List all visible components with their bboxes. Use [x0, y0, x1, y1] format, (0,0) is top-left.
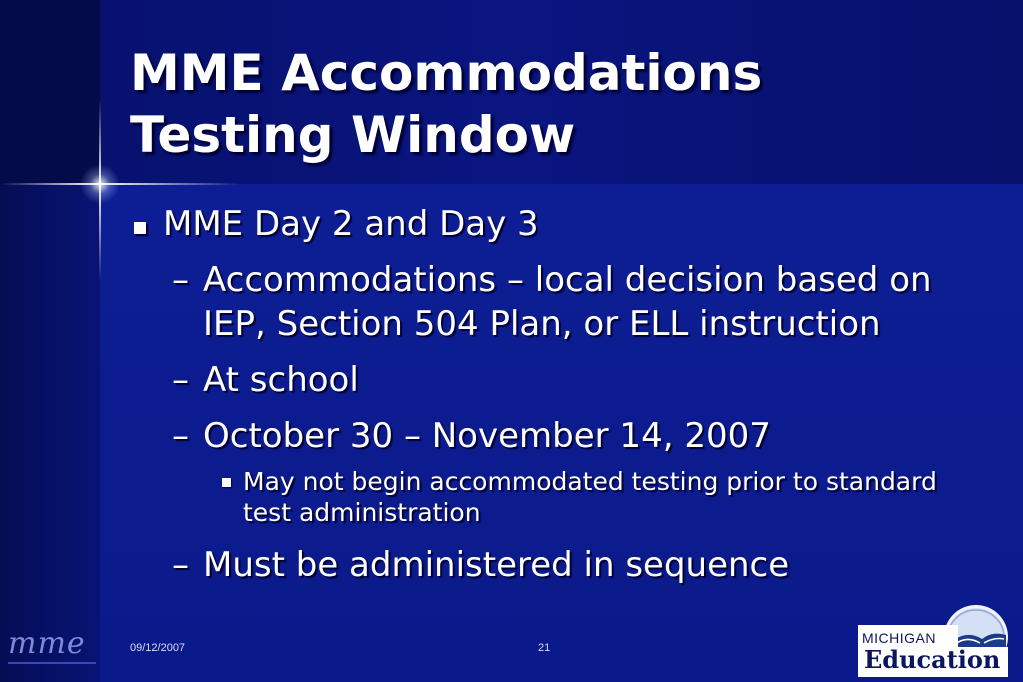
- sub-bullet-3: October 30 – November 14, 2007: [203, 416, 771, 456]
- sub-bullet-4: Must be administered in sequence: [203, 545, 790, 585]
- dash-icon: –: [172, 360, 189, 400]
- education-wordmark: Education: [864, 645, 1001, 674]
- dash-icon: –: [172, 545, 189, 585]
- title-line-1: MME Accommodations: [130, 44, 763, 102]
- level-3-line-2: test administration: [243, 498, 481, 527]
- sub-bullet-1-line-1: Accommodations – local decision based on: [203, 260, 932, 300]
- dash-icon: –: [172, 416, 189, 456]
- bullet-square-small-icon: [222, 478, 231, 487]
- michigan-education-logo: [858, 603, 1018, 679]
- slide-number: 21: [538, 642, 551, 654]
- sub-bullet-2: At school: [203, 360, 359, 400]
- bullet-square-icon: [134, 222, 146, 234]
- mme-logo: mme: [8, 626, 86, 661]
- title-line-2: Testing Window: [130, 106, 576, 164]
- footer-date: 09/12/2007: [130, 642, 186, 654]
- bullet-level-1: MME Day 2 and Day 3: [163, 204, 539, 244]
- dash-icon: –: [172, 260, 189, 300]
- mme-logo-underline: [8, 662, 96, 664]
- michigan-wordmark: MICHIGAN: [862, 630, 936, 646]
- level-3-line-1: May not begin accommodated testing prior to standard: [243, 467, 937, 496]
- sub-bullet-1-line-2: IEP, Section 504 Plan, or ELL instruction: [203, 304, 881, 344]
